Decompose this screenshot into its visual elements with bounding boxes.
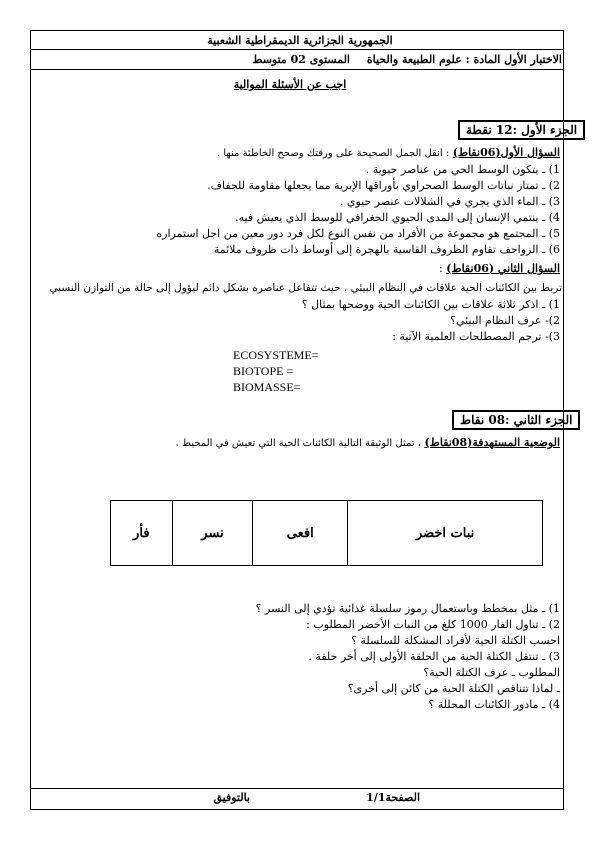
q1-title: السؤال الأول(06نقاط) — [452, 146, 560, 159]
part2-question: 1) ـ مثل بمخطط وباستعمال رموز سلسلة غذائية تؤدي إلى النسر ؟ — [255, 602, 560, 615]
q1-item: 3) ـ الماء الذي يجري في الشلالات عنصر حيوي . — [339, 195, 560, 208]
term-biomass: BIOMASSE= — [233, 380, 301, 394]
term-ecosystem: ECOSYSTEME= — [233, 348, 319, 362]
q1-item: 5) ـ المجتمع هو مجموعة من الأفراد من نفس النوع لكل فرد دور معين من اجل استمراره — [156, 227, 560, 240]
good-luck: بالتوفيق — [213, 791, 250, 804]
q1-header — [30, 146, 560, 159]
exam-info: الاختبار الأول المادة : علوم الطبيعة والحياة — [366, 53, 562, 66]
organism-cell: نبات اخضر — [348, 501, 543, 566]
page-number: الصفحة1/1 — [366, 791, 420, 804]
q2-item: 2)- عرف النظام البيئي؟ — [450, 314, 560, 327]
term-biotope: BIOTOPE = — [233, 364, 294, 378]
part2-question: 3) ـ تنتقل الكتلة الحية من الحلقة الأولى إلى أخر حلقة . — [308, 650, 560, 663]
q1-instruction: : انقل الجمل الصحيحة على ورقتك وصحح الخاطئة منها . — [217, 148, 450, 159]
part2-question: احسب الكتلة الحية لأفراد المشكلة للسلسلة ؟ — [351, 634, 560, 647]
part2-title: الجزء الثاني :08 نقاط — [452, 410, 580, 430]
part2-question: 2) ـ تناول الفار 1000 كلغ من النبات الأخضر المطلوب : — [306, 618, 560, 631]
situation-header — [30, 436, 560, 449]
q2-header — [30, 262, 560, 275]
table-row — [111, 501, 543, 566]
q1-item: 1) ـ يتكون الوسط الحي من عناصر حيوية . — [365, 163, 560, 176]
part2-question: ـ لماذا تتناقص الكتلة الحية من كائن إلى أخرى؟ — [347, 682, 560, 695]
q1-item: 4) ـ ينتمي الإنسان إلى المدى الحيوي الجغرافي للوسط الذي يعيش فيه. — [235, 211, 560, 224]
q2-colon: : — [438, 262, 443, 275]
part1-title: الجزء الأول :12 نقطة — [458, 120, 585, 140]
q2-intro: تربط بين الكائنات الحية علاقات في النظام البيئي ، حيث تتفاعل عناصره بشكل دائم ليؤول إلى حالة من التوازن النسبي — [49, 282, 562, 294]
level-info: المستوى 02 متوسط — [252, 53, 350, 66]
organisms-table — [110, 500, 543, 566]
situation-title: الوضعية المستهدفة(08نقاط) — [424, 436, 560, 449]
republic-title: الجمهورية الجزائرية الديمقراطية الشعبية — [207, 34, 393, 47]
part2-question: 4) ـ مادور الكائنات المحللة ؟ — [428, 698, 560, 711]
q2-item: 1) ـ اذكر ثلاثة علاقات بين الكائنات الحية ووضحها بمثال ؟ — [301, 298, 560, 311]
q2-title: السؤال الثاني (06نقاط) — [446, 262, 560, 275]
q1-item: 2) ـ تمتاز نباتات الوسط الصحراوي بأوراقها الإبرية مما يجعلها مقاومة للجفاف. — [207, 179, 560, 192]
general-instruction: اجب عن الأسئلة الموالية — [233, 78, 347, 91]
part2-question: المطلوب ـ عرف الكتلة الحية؟ — [423, 666, 560, 679]
situation-text: ، تمثل الوثيقة التالية الكائنات الحية التي تعيش في المحيط . — [175, 438, 421, 449]
header-divider — [30, 49, 564, 50]
organism-cell: نسر — [172, 501, 253, 566]
frame-left-border — [30, 68, 31, 788]
q1-item: 6) ـ الزواحف تقاوم الظروف القاسية بالهجرة إلى أوساط ذات ظروف ملائمة — [213, 243, 560, 256]
organism-cell: افعى — [253, 501, 348, 566]
footer-box — [30, 788, 564, 810]
q2-item: 3)- ترجم المصطلحات العلمية الآتية : — [392, 330, 560, 343]
organism-cell: فأر — [111, 501, 173, 566]
